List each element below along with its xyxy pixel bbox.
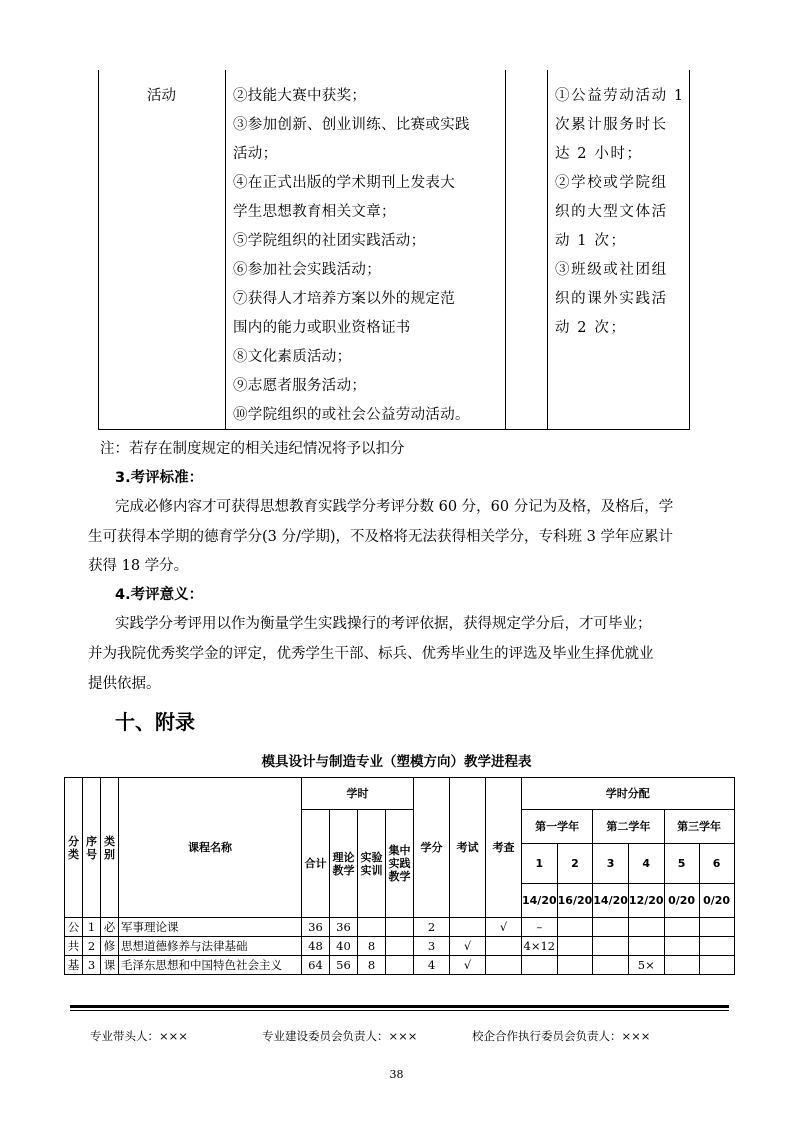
cell-lab: 8	[358, 956, 386, 975]
cell-total: 64	[302, 956, 330, 975]
required-item: 动 2 次；	[555, 320, 627, 336]
cell-exam	[450, 918, 486, 937]
header-year1: 第一学年	[522, 810, 593, 844]
cell-theory: 40	[330, 937, 358, 956]
cell-intensive	[386, 937, 414, 956]
table-divider	[505, 70, 506, 429]
cell-check	[486, 937, 522, 956]
cell-term	[593, 918, 629, 937]
activity-table	[98, 70, 690, 430]
cell-credit: 3	[414, 937, 450, 956]
cell-term	[664, 918, 699, 937]
appendix-title: 十、附录	[115, 710, 195, 734]
cell-term: 4×12	[522, 937, 558, 956]
paragraph-line: 提供依据。	[88, 676, 161, 692]
header-seq: 序号	[83, 778, 101, 918]
course-name: 军事理论课	[119, 918, 302, 937]
table-row	[65, 956, 735, 975]
cell-intensive	[386, 918, 414, 937]
list-item: 围内的能力或职业资格证书	[233, 320, 411, 336]
category-char: 基	[65, 956, 83, 975]
row-seq: 3	[83, 956, 101, 975]
required-item: 织的课外实践活	[555, 291, 668, 307]
cell-term	[699, 918, 734, 937]
header-hours: 学时	[302, 778, 414, 810]
type-char: 课	[101, 956, 119, 975]
row-seq: 1	[83, 918, 101, 937]
list-item: 活动；	[233, 146, 278, 162]
cell-term	[628, 937, 664, 956]
header-term: 1	[522, 844, 558, 884]
header-weeks: 14/20	[593, 884, 629, 918]
required-item: 次累计服务时长	[555, 117, 668, 133]
header-total: 合计	[302, 810, 330, 918]
header-weeks: 12/20	[628, 884, 664, 918]
list-item: 学生思想教育相关文章；	[233, 204, 396, 220]
list-item: ⑥参加社会实践活动；	[233, 262, 381, 278]
type-char: 必	[101, 918, 119, 937]
footer-committee: 专业建设委员会负责人：×××	[262, 1029, 418, 1043]
header-term: 5	[664, 844, 699, 884]
header-credit: 学分	[414, 778, 450, 918]
page-number: 38	[389, 1068, 404, 1081]
cell-theory: 36	[330, 918, 358, 937]
cell-check: √	[486, 918, 522, 937]
cell-exam: √	[450, 937, 486, 956]
header-lab: 实验实训	[358, 810, 386, 918]
cell-term: 5×	[628, 956, 664, 975]
required-item: ③班级或社团组	[555, 262, 668, 278]
cell-term	[664, 937, 699, 956]
header-course-name: 课程名称	[119, 778, 302, 918]
header-check: 考查	[486, 778, 522, 918]
footer-rule	[70, 1005, 729, 1008]
cell-exam: √	[450, 956, 486, 975]
header-term: 4	[628, 844, 664, 884]
cell-lab: 8	[358, 937, 386, 956]
header-term: 2	[557, 844, 593, 884]
header-weeks: 14/20	[522, 884, 558, 918]
list-item: ⑨志愿者服务活动；	[233, 378, 367, 394]
list-item: ⑧文化素质活动；	[233, 349, 352, 365]
cell-term	[628, 918, 664, 937]
cell-term	[557, 918, 593, 937]
header-category: 分类	[65, 778, 83, 918]
cell-credit: 2	[414, 918, 450, 937]
cell-credit: 4	[414, 956, 450, 975]
list-item: ⑩学院组织的或社会公益劳动活动。	[233, 407, 470, 423]
list-item: ②技能大赛中获奖；	[233, 88, 367, 104]
header-theory: 理论教学	[330, 810, 358, 918]
table-row	[65, 937, 735, 956]
footer-leader: 专业带头人：×××	[90, 1029, 188, 1043]
cell-term	[699, 937, 734, 956]
paragraph-line: 实践学分考评用以作为衡量学生实践操行的考评依据，获得规定学分后，才可毕业；	[115, 616, 652, 632]
header-allocation: 学时分配	[522, 778, 735, 810]
header-exam: 考试	[450, 778, 486, 918]
list-item: ④在正式出版的学术期刊上发表大	[233, 175, 455, 191]
header-intensive: 集中实践教学	[386, 810, 414, 918]
header-weeks: 0/20	[699, 884, 734, 918]
table-divider	[225, 70, 226, 429]
footer-rule-thin	[70, 1010, 729, 1011]
course-name: 思想道德修养与法律基础	[119, 937, 302, 956]
cell-term	[593, 956, 629, 975]
cell-total: 48	[302, 937, 330, 956]
table-divider	[547, 70, 548, 429]
cell-term	[557, 937, 593, 956]
section-heading-3: 3.考评标准：	[115, 470, 204, 486]
required-item: 织的大型文体活	[555, 204, 668, 220]
cell-theory: 56	[330, 956, 358, 975]
header-type: 类别	[101, 778, 119, 918]
header-term: 6	[699, 844, 734, 884]
list-item: ⑤学院组织的社团实践活动；	[233, 233, 426, 249]
required-item: 达 2 小时；	[555, 146, 643, 162]
table-row	[65, 918, 735, 937]
header-weeks: 16/20	[557, 884, 593, 918]
paragraph-line: 并为我院优秀奖学金的评定，优秀学生干部、标兵、优秀毕业生的评选及毕业生择优就业	[88, 646, 654, 662]
cell-total: 36	[302, 918, 330, 937]
activity-row-label: 活动	[147, 88, 176, 104]
cell-check	[486, 956, 522, 975]
category-char: 共	[65, 937, 83, 956]
paragraph-line: 生可获得本学期的德育学分(3 分/学期)，不及格将无法获得相关学分，专科班 3 学年应累计	[88, 529, 673, 545]
schedule-table	[64, 777, 735, 975]
section-heading-4: 4.考评意义：	[115, 587, 204, 603]
required-item: ②学校或学院组	[555, 175, 668, 191]
header-term: 3	[593, 844, 629, 884]
schedule-caption: 模具设计与制造专业（塑模方向）教学进程表	[261, 754, 532, 770]
list-item: ③参加创新、创业训练、比赛或实践	[233, 117, 470, 133]
cell-term	[699, 956, 734, 975]
cell-term	[664, 956, 699, 975]
header-year2: 第二学年	[593, 810, 664, 844]
type-char: 修	[101, 937, 119, 956]
paragraph-line: 完成必修内容才可获得思想教育实践学分考评分数 60 分，60 分记为及格，及格后，学	[115, 499, 674, 515]
footer-partner: 校企合作执行委员会负责人：×××	[472, 1029, 651, 1043]
cell-term	[593, 937, 629, 956]
cell-intensive	[386, 956, 414, 975]
course-name: 毛泽东思想和中国特色社会主义	[119, 956, 302, 975]
category-char: 公	[65, 918, 83, 937]
row-seq: 2	[83, 937, 101, 956]
note-text: 注：若存在制度规定的相关违纪情况将予以扣分	[100, 441, 405, 457]
required-item: 动 1 次；	[555, 233, 627, 249]
required-item: ①公益劳动活动 1	[555, 88, 685, 104]
list-item: ⑦获得人才培养方案以外的规定范	[233, 291, 455, 307]
cell-term	[557, 956, 593, 975]
cell-term	[522, 956, 558, 975]
header-year3: 第三学年	[664, 810, 734, 844]
cell-lab	[358, 918, 386, 937]
paragraph-line: 获得 18 学分。	[88, 558, 189, 574]
header-weeks: 0/20	[664, 884, 699, 918]
cell-term: –	[522, 918, 558, 937]
